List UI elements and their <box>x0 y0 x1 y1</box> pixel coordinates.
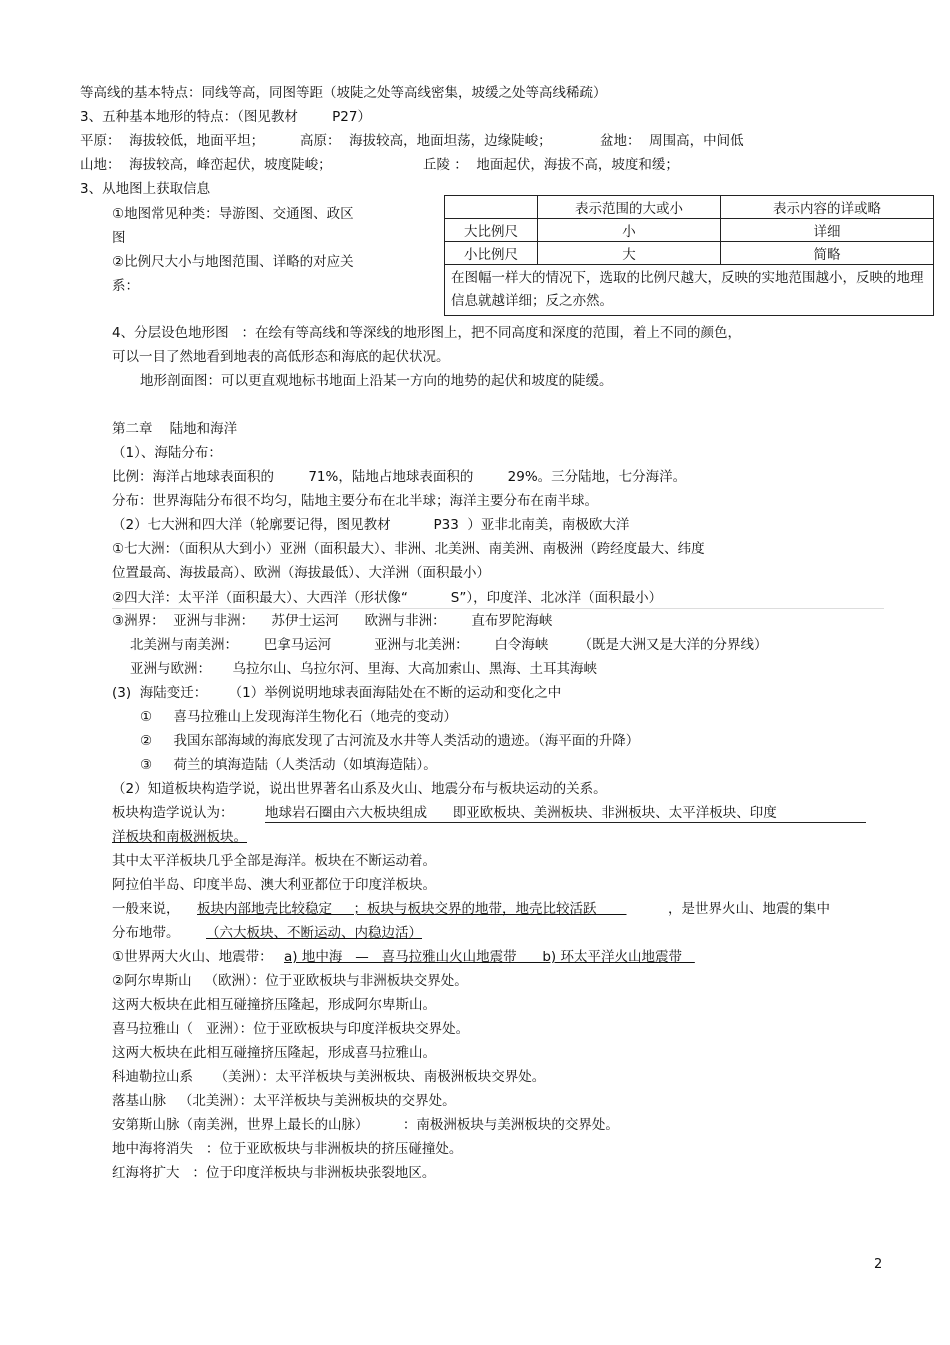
table-note: 在图幅一样大的情况下，选取的比例尺越大，反映的实地范围越小，反映的地理信息就越详细；反之亦然。 <box>445 265 934 316</box>
ch2-line: 红海将扩大 ：位于印度洋板块与非洲板块张裂地区。 <box>112 1165 436 1181</box>
contour-features: 等高线的基本特点：同线等高，同图等距（坡陡之处等高线密集，坡缓之处等高线稀疏） <box>80 85 607 101</box>
plain-text: 平原： 海拔较低，地面平坦； <box>80 133 265 149</box>
ch2-line: ①七大洲：（面积从大到小）亚洲（面积最大）、非洲、北美洲、南美洲、南极洲（跨经度最大、纬度 <box>112 541 705 557</box>
plate-theory-text: 地球岩石圈由六大板块组成 即亚欧板块、美洲板块、非洲板块、太平洋板块、印度 <box>265 805 777 821</box>
ch2-line: 分布：世界海陆分布很不均匀，陆地主要分布在北半球；海洋主要分布在南半球。 <box>112 493 598 509</box>
ch2-line: 亚洲与欧洲： 乌拉尔山、乌拉尔河、里海、大高加索山、黑海、土耳其海峡 <box>130 661 597 677</box>
landform-heading: 3、五种基本地形的特点：（图见教材 P27） <box>80 109 371 125</box>
ch2-line: （1）、海陆分布： <box>112 445 222 461</box>
ch2-line: ① 喜马拉雅山上发现海洋生物化石（地壳的变动） <box>140 709 458 725</box>
ch2-line: 安第斯山脉（南美洲，世界上最长的山脉） ：南极洲板块与美洲板块的交界处。 <box>112 1117 619 1133</box>
scale-table <box>444 195 934 316</box>
terrain-profile: 地形剖面图：可以更直观地标书地面上沿某一方向的地势的起伏和坡度的陡缓。 <box>140 373 613 389</box>
page-number: 2 <box>874 1257 883 1272</box>
table-cell: 大 <box>538 242 721 265</box>
table-row <box>445 242 934 265</box>
scale-relation-cont: 系： <box>112 278 139 294</box>
map-types-cont: 图 <box>112 230 126 246</box>
layered-color-map-cont: 可以一目了然地看到地表的高低形态和海底的起伏状况。 <box>112 349 450 365</box>
mountain-text: 山地： 海拔较高，峰峦起伏，坡度陡峻； <box>80 157 332 173</box>
ch2-line: 科迪勒拉山系 （美洲）：太平洋板块与美洲板块、南极洲板块交界处。 <box>112 1069 546 1085</box>
ch2-line: ③ 荷兰的填海造陆（人类活动（如填海造陆）。 <box>140 757 437 773</box>
scale-relation: ②比例尺大小与地图范围、详略的对应关 <box>112 254 354 270</box>
table-cell: 详细 <box>721 219 934 242</box>
table-header-row <box>445 196 934 219</box>
ch2-line: ② 我国东部海域的海底发现了古河流及水井等人类活动的遗迹。（海平面的升降） <box>140 733 640 749</box>
ch2-line: ①世界两大火山、地震带： <box>112 949 273 965</box>
divider <box>112 608 884 609</box>
ch2-line: 其中太平洋板块几乎全部是海洋。板块在不断运动着。 <box>112 853 436 869</box>
ch2-line: 阿拉伯半岛、印度半岛、澳大利亚都位于印度洋板块。 <box>112 877 436 893</box>
ch2-line: 地中海将消失 ：位于亚欧板块与非洲板块的挤压碰撞处。 <box>112 1141 463 1157</box>
ch2-line: ③洲界： 亚洲与非洲： 苏伊士运河 欧洲与非洲： 直布罗陀海峡 <box>112 613 553 629</box>
ch2-line: 这两大板块在此相互碰撞挤压隆起，形成喜马拉雅山。 <box>112 1045 436 1061</box>
ch2-line: 这两大板块在此相互碰撞挤压隆起，形成阿尔卑斯山。 <box>112 997 436 1013</box>
ch2-line: （2）七大洲和四大洋（轮廓要记得，图见教材 P33 ）亚非北南美，南极欧大洋 <box>112 517 630 533</box>
plateau-text: 高原： 海拔较高，地面坦荡，边缘陡峻； <box>300 133 552 149</box>
map-info-heading: 3、从地图上获取信息 <box>80 181 211 197</box>
ch2-line: 位置最高、海拔最高）、欧洲（海拔最低）、大洋洲（面积最小） <box>112 565 490 581</box>
ch2-line: 比例：海洋占地球表面积的 71%，陆地占地球表面积的 29%。三分陆地，七分海洋。 <box>112 469 687 485</box>
map-types: ①地图常见种类：导游图、交通图、政区 <box>112 206 354 222</box>
table-row <box>445 219 934 242</box>
ch2-line: ②阿尔卑斯山 （欧洲）：位于亚欧板块与非洲板块交界处。 <box>112 973 468 989</box>
plate-stability-text: 板块内部地壳比较稳定 ；板块与板块交界的地带，地壳比较活跃 <box>197 901 627 917</box>
ch2-line: 喜马拉雅山（ 亚洲）：位于亚欧板块与印度洋板块交界处。 <box>112 1021 470 1037</box>
ch2-line: 北美洲与南美洲： 巴拿马运河 亚洲与北美洲： 白令海峡 （既是大洲又是大洋的分界线） <box>130 637 768 653</box>
table-cell: 简略 <box>721 242 934 265</box>
underline <box>265 822 866 823</box>
table-header-cell <box>445 196 538 219</box>
ch2-line: 板块构造学说认为： <box>112 805 234 821</box>
layered-color-map: 4、分层设色地形图 ：在绘有等高线和等深线的地形图上，把不同高度和深度的范围，着上不同的颜色， <box>112 325 741 341</box>
ch2-line: （2）知道板块构造学说，说出世界著名山系及火山、地震分布与板块运动的关系。 <box>112 781 607 797</box>
table-header-cell: 表示范围的大或小 <box>538 196 721 219</box>
chapter-title: 第二章 陆地和海洋 <box>112 421 238 437</box>
hill-text: 丘陵 ： 地面起伏，海拔不高，坡度和缓； <box>423 157 679 173</box>
table-cell: 小 <box>538 219 721 242</box>
ch2-line: 落基山脉 （北美洲）：太平洋板块与美洲板块的交界处。 <box>112 1093 456 1109</box>
table-note-row <box>445 265 934 316</box>
ch2-line: (3) 海陆变迁： （1）举例说明地球表面海陆处在不断的运动和变化之中 <box>112 685 562 701</box>
ch2-line: 分布地带。 <box>112 925 180 941</box>
volcano-belts-text: a) 地中海 — 喜马拉雅山火山地震带 b) 环太平洋火山地震带 <box>284 949 695 965</box>
basin-text: 盆地： 周围高，中间低 <box>600 133 744 149</box>
ch2-line: ，是世界火山、地震的集中 <box>668 901 830 917</box>
table-header-cell: 表示内容的详或略 <box>721 196 934 219</box>
table-cell: 小比例尺 <box>445 242 538 265</box>
ch2-line: ②四大洋：太平洋（面积最大）、大西洋（形状像“ S”），印度洋、北冰洋（面积最小） <box>112 590 663 606</box>
ch2-line: 一般来说， <box>112 901 180 917</box>
plate-theory-cont: 洋板块和南极洲板块。 <box>112 829 247 845</box>
table-cell: 大比例尺 <box>445 219 538 242</box>
mnemonic-text: （六大板块、不断运动、内稳边活） <box>206 925 422 941</box>
